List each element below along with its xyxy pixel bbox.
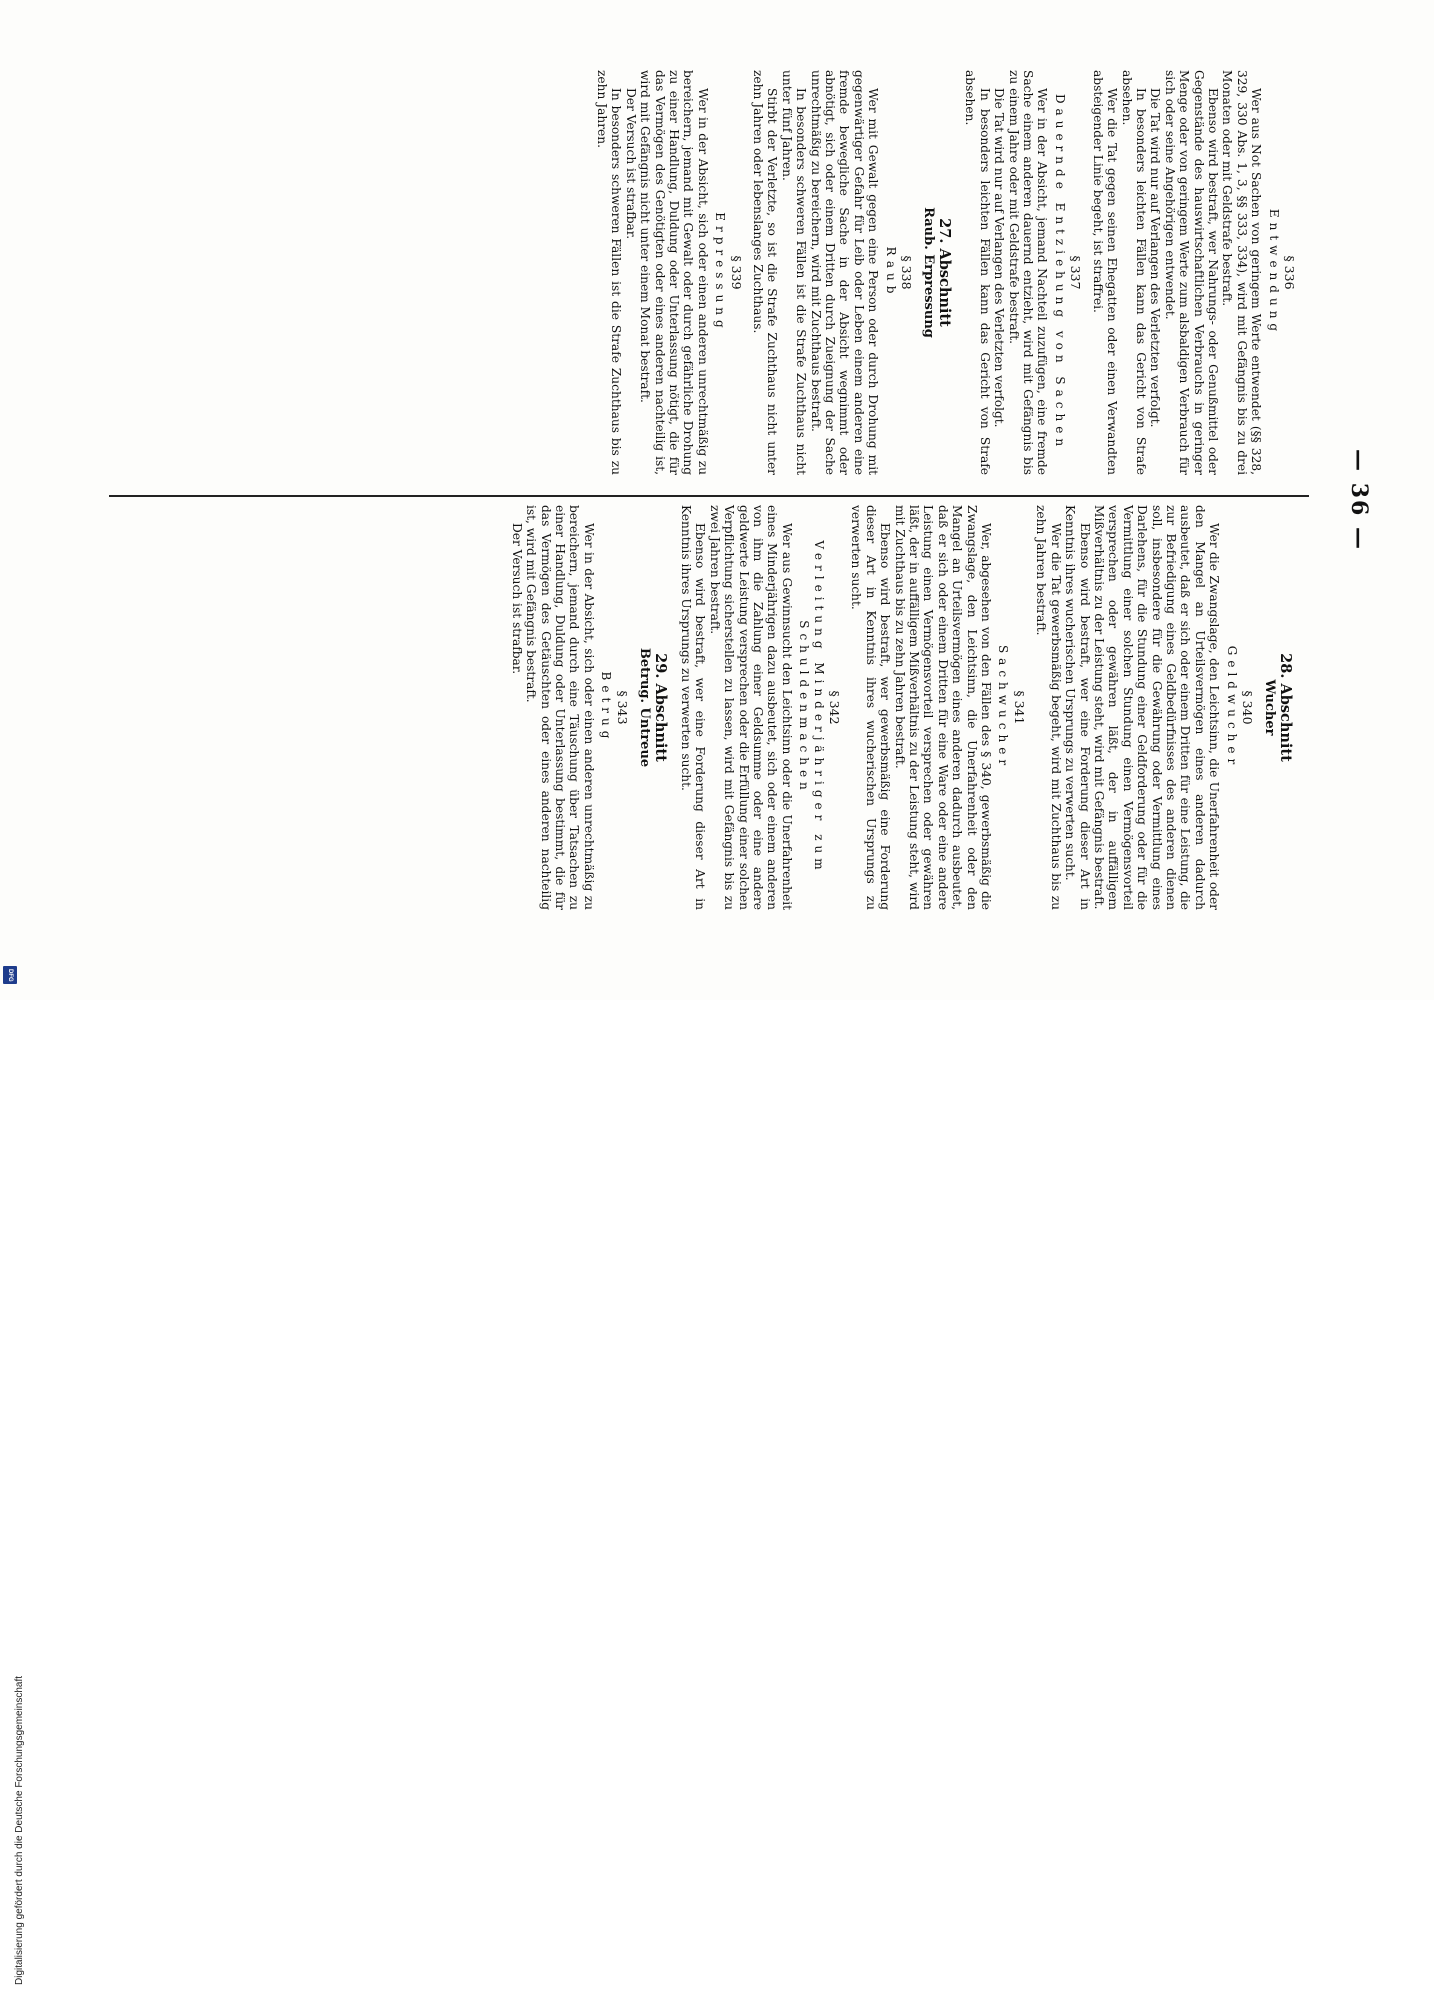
paragraph-text: Der Versuch ist strafbar. (509, 523, 524, 675)
chapter-heading: 29. Abschnitt (651, 653, 669, 762)
paragraph-text: Ebenso wird bestraft, wer eine Forderung dieser Art in Kenntnis ihres wucherischen Ursprungs zu verwerten sucht. (1063, 505, 1092, 910)
paragraph-heading: Geldwucher (1224, 645, 1239, 770)
chapter-heading: 27. Abschnitt (936, 218, 954, 327)
paragraph-number: § 340 (1240, 690, 1255, 725)
chapter-title: Raub. Erpressung (921, 207, 937, 338)
paragraph-number: § 337 (1068, 255, 1084, 290)
page-number: — 36 — (1346, 449, 1372, 551)
chapter-title: Betrug. Untreue (636, 647, 652, 768)
paragraph-heading: Sachwucher (996, 644, 1011, 771)
footer-text: Digitalisierung gefördert durch die Deutsche Forschungsgemeinschaft (14, 1675, 25, 1985)
paragraph-heading: Raub (883, 246, 898, 299)
paragraph-text: Wer, abgesehen von den Fällen des § 340, gewerbsmäßig die Zwangslage, den Leichtsinn, die Unerfahrenheit oder den Mangel an Urteilsvermögen eines anderen dadurch ausbeutet, daß er sich oder einem Dritten für eine Ware oder eine andere Leistung einen Vermögensvorteil versprechen oder gewähren läßt, der in auffälligem Mißverhältnis zu der Leistung steht, wird mit Zuchthaus bis zu zehn Jahren bestraft. (892, 505, 994, 910)
paragraph-heading: Betrug (599, 671, 614, 744)
paragraph-text: In besonders leichten Fällen kann das Gericht von Strafe absehen. (963, 70, 992, 475)
paragraph-number: § 341 (1011, 690, 1027, 725)
paragraph-heading: Dauernde Entziehung von Sachen (1052, 93, 1067, 452)
paragraph-heading: Erpressung (713, 212, 728, 333)
column-divider (109, 495, 1309, 497)
paragraph-number: § 343 (614, 690, 630, 725)
dfg-logo: DFG (3, 966, 17, 984)
paragraph-text: In besonders leichten Fällen kann das Gericht von Strafe absehen. (1119, 70, 1148, 475)
paragraph-number: § 339 (728, 255, 744, 290)
paragraph-text: Wer in der Absicht, jemand Nachteil zuzufügen, eine fremde Sache einem anderen dauernd entzieht, wird mit Gefängnis bis zu einem Jahre oder mit Geldstrafe bestraft. (1006, 70, 1050, 475)
paragraph-text: Wer in der Absicht, sich oder einen anderen unrechtmäßig zu bereichern, jemand mit Gewalt oder durch gefährliche Drohung zu einer Handlung, Duldung oder Unterlassung nötigt, die für das Vermögen des Genötigten oder eines anderen nachteilig ist, wird mit Gefängnis nicht unter einem Monat bestraft. (638, 70, 710, 475)
left-column (595, 70, 1304, 475)
paragraph-text: Wer aus Not Sachen von geringem Werte entwendet (§§ 328, 329, 330 Abs. 1, 3, §§ 333, 334), wird mit Gefängnis bis zu drei Monaten oder mit Geldstrafe bestraft. (1220, 70, 1264, 475)
paragraph-text: Wer die Tat gewerbsmäßig begeht, wird mit Zuchthaus bis zu zehn Jahren bestraft. (1034, 505, 1063, 910)
paragraph-text: Ebenso wird bestraft, wer eine Forderung dieser Art in Kenntnis ihres Ursprungs zu verwerten sucht. (678, 505, 708, 910)
footer-bar (14, 1000, 26, 2000)
paragraph-heading: Entwendung (1266, 208, 1281, 337)
paragraph-number: § 336 (1282, 255, 1297, 290)
paragraph-text: Stirbt der Verletzte, so ist die Strafe Zuchthaus nicht unter zehn Jahren oder lebenslanges Zuchthaus. (751, 70, 780, 475)
paragraph-text: Wer aus Gewinnsucht den Leichtsinn oder die Unerfahrenheit eines Minderjährigen dazu ausbeutet, sich oder einem anderen von ihm die Zahlung einer Geldsumme oder eine andere geldwerte Leistung versprechen oder die Erfüllung einer solchen Verpflichtung sicherstellen zu lassen, wird mit Gefängnis bis zu zwei Jahren bestraft. (707, 505, 794, 910)
paragraph-text: Der Versuch ist strafbar. (623, 88, 638, 240)
paragraph-text: Die Tat wird nur auf Verlangen des Verletzten verfolgt. (992, 88, 1007, 428)
paragraph-text: Wer die Zwangslage, den Leichtsinn, die Unerfahrenheit oder den Mangel an Urteilsvermögen eines anderen dadurch ausbeutet, daß er sich oder einem Dritten für eine Leistung, die zur Befriedigung eines Geldbedürfnisses des anderen dienen soll, insbesondere für die Gewährung oder Vermittlung eines Darlehens, für die Stundung einer Geldforderung oder für die Vermittlung einer solchen Stundung einen Vermögensvorteil versprechen oder gewähren läßt, der in auffälligem Mißverhältnis zu der Leistung steht, wird mit Gefängnis bestraft. (1091, 505, 1222, 910)
chapter-heading: 28. Abschnitt (1277, 653, 1294, 762)
paragraph-text: Wer in der Absicht, sich oder einen anderen unrechtmäßig zu bereichern, jemand durch eine Täuschung über Tatsachen zu einer Handlung, Duldung oder Unterlassung bestimmt, die für das Vermögen des Getäuschten oder eines anderen nachteilig ist, wird mit Gefängnis bestraft. (524, 505, 596, 910)
right-column (509, 505, 1304, 910)
chapter-title: Wucher (1262, 679, 1277, 736)
paragraph-text: Wer mit Gewalt gegen eine Person oder durch Drohung mit gegenwärtiger Gefahr für Leib oder Leben einem anderen eine fremde bewegliche Sache in der Absicht wegnimmt oder abnötigt, sich oder einem Dritten durch Zueignung der Sache unrechtmäßig zu bereichern, wird mit Zuchthaus bestraft. (808, 70, 881, 475)
paragraph-text: Ebenso wird bestraft, wer gewerbsmäßig eine Forderung dieser Art in Kenntnis ihres wucherischen Ursprungs zu verwerten sucht. (849, 505, 893, 910)
paragraph-text: Die Tat wird nur auf Verlangen des Verletzten verfolgt. (1148, 88, 1163, 428)
paragraph-text: In besonders schweren Fällen ist die Strafe Zuchthaus nicht unter fünf Jahren. (779, 70, 809, 475)
paragraph-number: § 342 (827, 690, 843, 725)
paragraph-heading: Verleitung Minderjähriger zum Schuldenmachen (797, 540, 826, 875)
paragraph-text: Ebenso wird bestraft, wer Nahrungs- oder Genußmittel oder Gegenstände des hauswirtschaftlichen Verbrauchs in geringer Menge oder von geringem Werte zum alsbaldigen Verbrauch für sich oder seine Angehörigen entwendet. (1162, 70, 1220, 475)
paragraph-text: Wer die Tat gegen seinen Ehegatten oder einen Verwandten absteigender Linie begeht, ist straffrei. (1090, 70, 1120, 475)
paragraph-text: In besonders schweren Fällen ist die Strafe Zuchthaus bis zu zehn Jahren. (594, 70, 624, 475)
paragraph-number: § 338 (899, 255, 915, 290)
